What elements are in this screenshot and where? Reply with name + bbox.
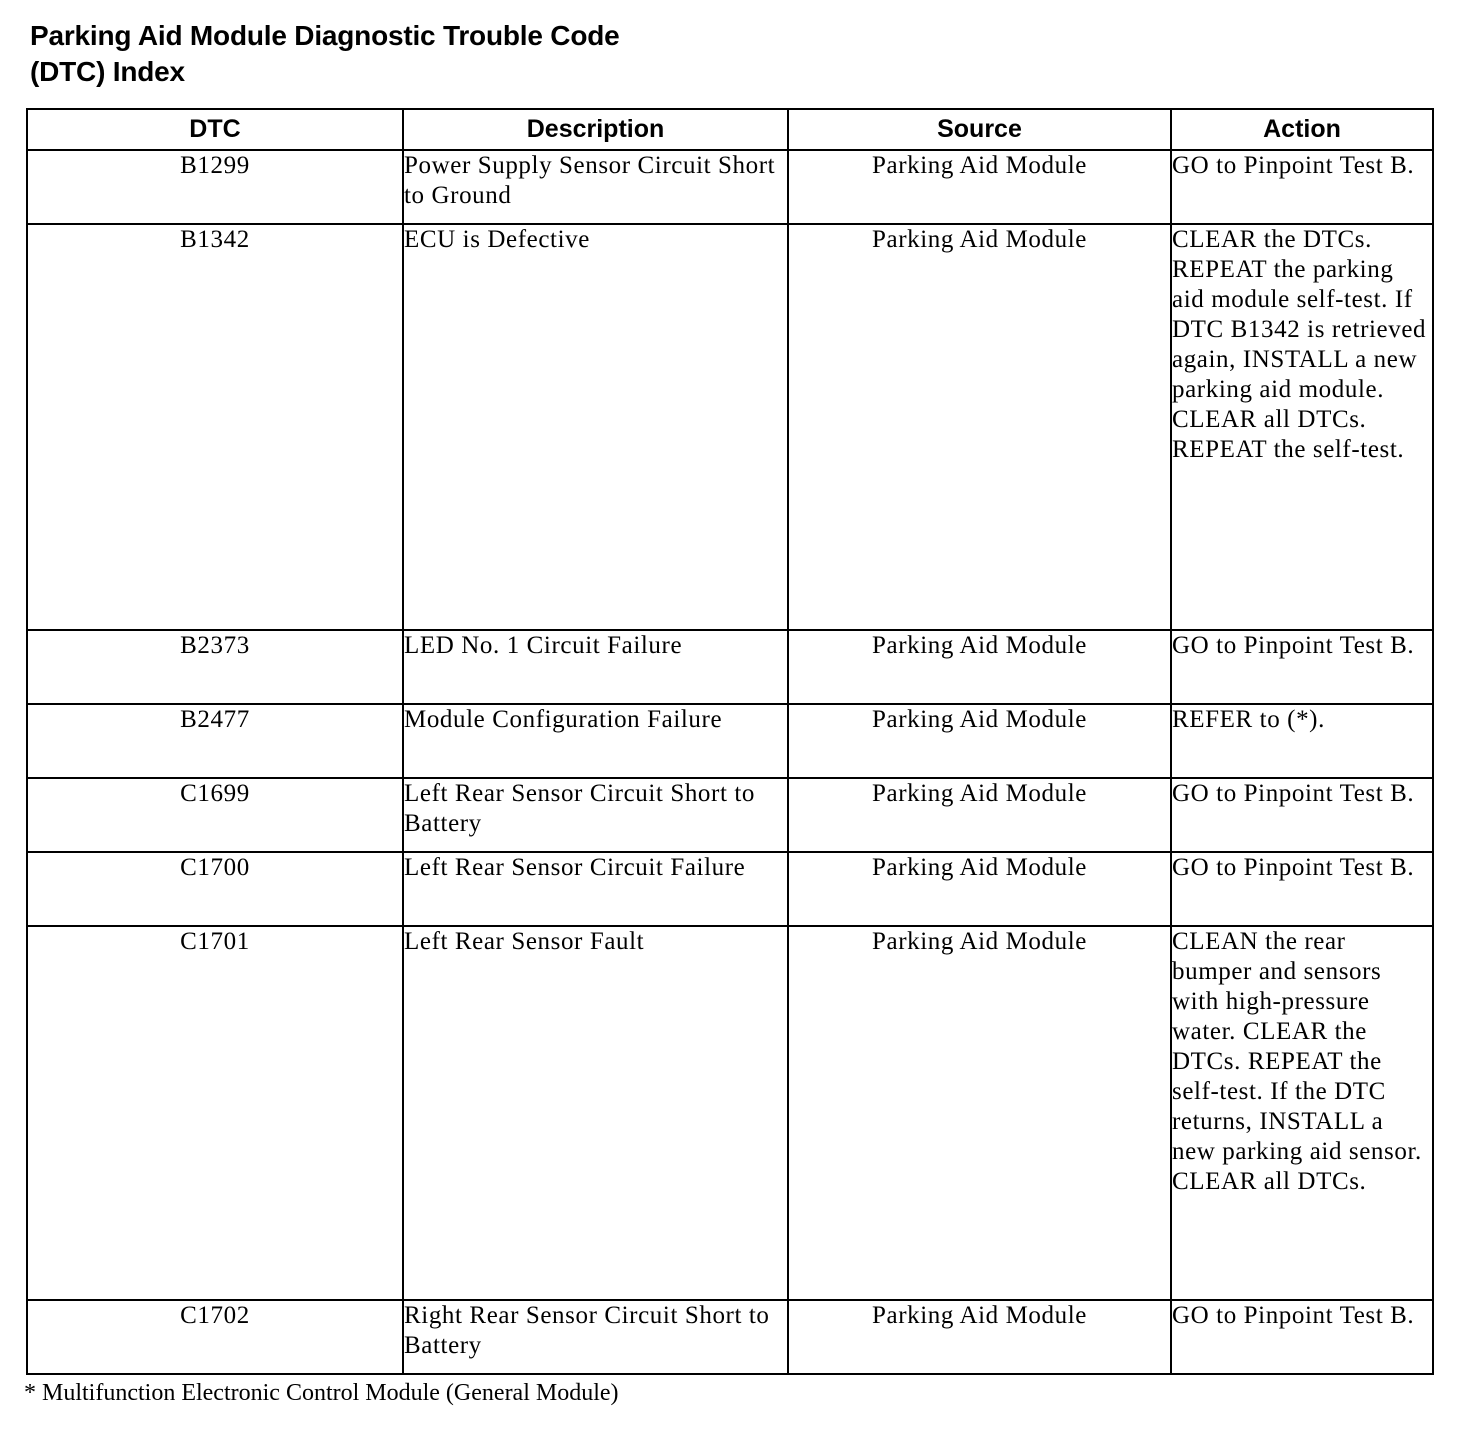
dtc-index-table — [26, 108, 1434, 1375]
source-cell: Parking Aid Module — [788, 704, 1171, 778]
page-title-line-1: Parking Aid Module Diagnostic Trouble Code — [30, 20, 620, 51]
column-header-source: Source — [788, 109, 1171, 150]
source-cell: Parking Aid Module — [788, 852, 1171, 926]
description-cell: Left Rear Sensor Circuit Failure — [403, 852, 788, 926]
source-cell: Parking Aid Module — [788, 150, 1171, 224]
column-header-description: Description — [403, 109, 788, 150]
action-cell: CLEAR the DTCs. REPEAT the parking aid module self-test. If DTC B1342 is retrieved again, INSTALL a new parking aid module. CLEAR all DTCs. REPEAT the self-test. — [1171, 224, 1433, 630]
dtc-code-cell: C1699 — [27, 778, 403, 852]
table-header-row — [27, 109, 1433, 150]
description-cell: Module Configuration Failure — [403, 704, 788, 778]
column-header-action: Action — [1171, 109, 1433, 150]
description-cell: Left Rear Sensor Fault — [403, 926, 788, 1300]
table-row — [27, 630, 1433, 704]
table-row — [27, 150, 1433, 224]
table-row — [27, 1300, 1433, 1374]
page-title — [30, 18, 620, 90]
footnote: * Multifunction Electronic Control Module (General Module) — [24, 1380, 619, 1406]
description-cell: Power Supply Sensor Circuit Short to Ground — [403, 150, 788, 224]
description-cell: Left Rear Sensor Circuit Short to Battery — [403, 778, 788, 852]
dtc-code-cell: B1342 — [27, 224, 403, 630]
dtc-code-cell: B2373 — [27, 630, 403, 704]
dtc-code-cell: C1700 — [27, 852, 403, 926]
source-cell: Parking Aid Module — [788, 630, 1171, 704]
dtc-code-cell: C1702 — [27, 1300, 403, 1374]
action-cell: GO to Pinpoint Test B. — [1171, 630, 1433, 704]
action-cell: GO to Pinpoint Test B. — [1171, 1300, 1433, 1374]
source-cell: Parking Aid Module — [788, 926, 1171, 1300]
page-title-line-2: (DTC) Index — [30, 56, 185, 87]
table-row — [27, 704, 1433, 778]
dtc-code-cell: C1701 — [27, 926, 403, 1300]
table-row — [27, 224, 1433, 630]
action-cell: GO to Pinpoint Test B. — [1171, 778, 1433, 852]
action-cell: CLEAN the rear bumper and sensors with high-pressure water. CLEAR the DTCs. REPEAT the self-test. If the DTC returns, INSTALL a new parking aid sensor. CLEAR all DTCs. — [1171, 926, 1433, 1300]
dtc-code-cell: B2477 — [27, 704, 403, 778]
table-row — [27, 926, 1433, 1300]
source-cell: Parking Aid Module — [788, 1300, 1171, 1374]
table-row — [27, 778, 1433, 852]
description-cell: LED No. 1 Circuit Failure — [403, 630, 788, 704]
source-cell: Parking Aid Module — [788, 224, 1171, 630]
description-cell: Right Rear Sensor Circuit Short to Battery — [403, 1300, 788, 1374]
description-cell: ECU is Defective — [403, 224, 788, 630]
action-cell: GO to Pinpoint Test B. — [1171, 150, 1433, 224]
action-cell: GO to Pinpoint Test B. — [1171, 852, 1433, 926]
source-cell: Parking Aid Module — [788, 778, 1171, 852]
column-header-dtc: DTC — [27, 109, 403, 150]
action-cell: REFER to (*). — [1171, 704, 1433, 778]
table-row — [27, 852, 1433, 926]
dtc-code-cell: B1299 — [27, 150, 403, 224]
